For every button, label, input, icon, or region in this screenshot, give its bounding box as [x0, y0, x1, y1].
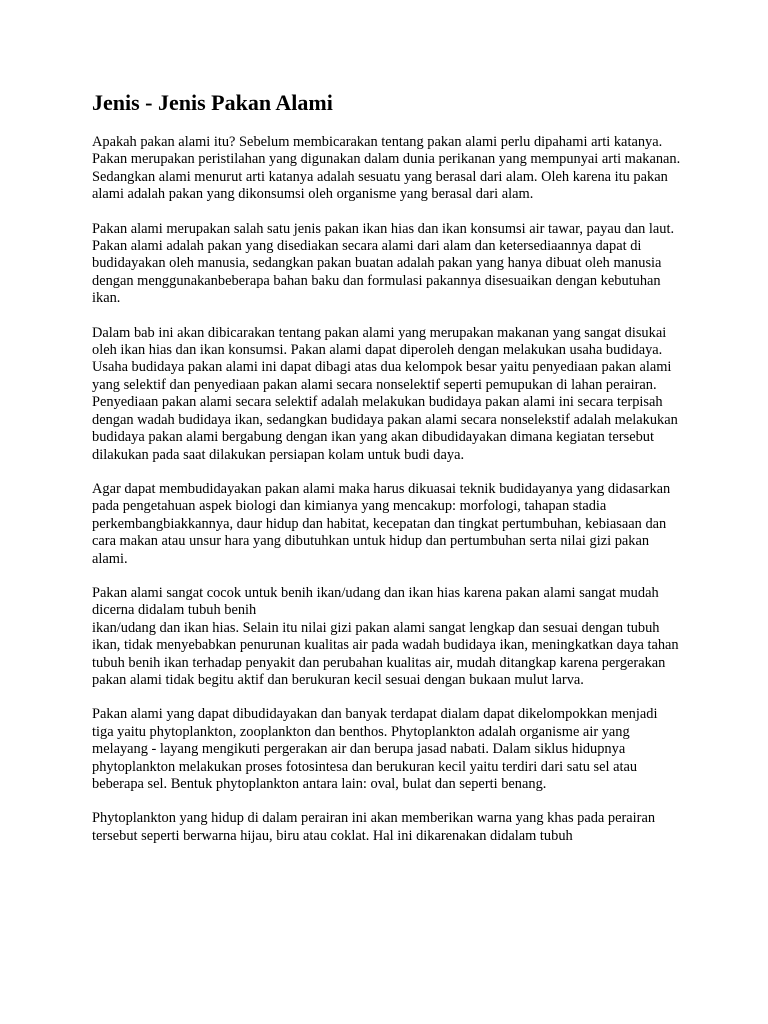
paragraph-5: Pakan alami sangat cocok untuk benih ikan/udang dan ikan hias karena pakan alami sangat mudah dicerna didalam tubuh benih ikan/udang dan ikan hias. Selain itu nilai gizi pakan alami sangat lengkap dan sesuai dengan tubuh ikan, tidak menyebabkan penurunan kualitas air pada wadah budidaya ikan, meningkatkan daya tahan tubuh benih ikan terhadap penyakit dan perubahan kualitas air, mudah ditangkap karena pergerakan pakan alami tidak begitu aktif dan berukuran kecil sesuai dengan bukaan mulut larva.	[92, 584, 679, 688]
paragraph-1: Apakah pakan alami itu? Sebelum membicarakan tentang pakan alami perlu dipahami arti katanya. Pakan merupakan peristilahan yang digunakan dalam dunia perikanan yang mempunyai arti makanan. Sedangkan alami menurut arti katanya adalah sesuatu yang berasal dari alam. Oleh karena itu pakan alami adalah pakan yang dikonsumsi oleh organisme yang berasal dari alam.	[92, 134, 681, 203]
paragraph-6: Pakan alami yang dapat dibudidayakan dan banyak terdapat dialam dapat dikelompokkan menjadi tiga yaitu phytoplankton, zooplankton dan benthos. Phytoplankton adalah organisme air yang melayang - layang mengikuti pergerakan air dan berupa jasad nabati. Dalam siklus hidupnya phytoplankton melakukan proses fotosintesa dan berukuran kecil yaitu terdiri dari satu sel atau beberapa sel. Bentuk phytoplankton antara lain: oval, bulat dan seperti benang.	[92, 706, 658, 792]
paragraph-2: Pakan alami merupakan salah satu jenis pakan ikan hias dan ikan konsumsi air tawar, payau dan laut. Pakan alami adalah pakan yang disediakan secara alami dari alam dan ketersediaannya dapat di budidayakan oleh manusia, sedangkan pakan buatan adalah pakan yang hanya dibuat oleh manusia dengan menggunakanbeberapa bahan baku dan formulasi pakannya disesuaikan dengan kebutuhan ikan.	[92, 220, 675, 307]
paragraph-4: Agar dapat membudidayakan pakan alami maka harus dikuasai teknik budidayanya yang didasarkan pada pengetahuan aspek biologi dan kimianya yang mencakup: morfologi, tahapan stadia perkembangbiakkannya, daur hidup dan habitat, kecepatan dan tingkat pertumbuhan, kebiasaan dan cara makan atau unsur hara yang dibutuhkan untuk hidup dan pertumbuhan serta nilai gizi pakan alami.	[92, 480, 671, 567]
paragraph-3: Dalam bab ini akan dibicarakan tentang pakan alami yang merupakan makanan yang sangat disukai oleh ikan hias dan ikan konsumsi. Pakan alami dapat diperoleh dengan melakukan usaha budidaya. Usaha budidaya pakan alami ini dapat dibagi atas dua kelompok besar yaitu penyediaan pakan alami yang selektif dan penyediaan pakan alami secara nonselektif seperti pemupukan di lahan perairan. Penyediaan pakan alami secara selektif adalah melakukan budidaya pakan alami ini secara terpisah dengan wadah budidaya ikan, sedangkan budidaya pakan alami secara nonselekstif adalah melakukan budidaya pakan alami bergabung dengan ikan yang akan dibudidayakan dimana kegiatan tersebut dilakukan pada saat dilakukan persiapan kolam untuk budi daya.	[92, 324, 678, 463]
document-page	[92, 88, 682, 862]
paragraph-7: Phytoplankton yang hidup di dalam perairan ini akan memberikan warna yang khas pada perairan tersebut seperti berwarna hijau, biru atau coklat. Hal ini dikarenakan didalam tubuh	[92, 810, 656, 844]
document-title: Jenis - Jenis Pakan Alami	[92, 90, 333, 115]
